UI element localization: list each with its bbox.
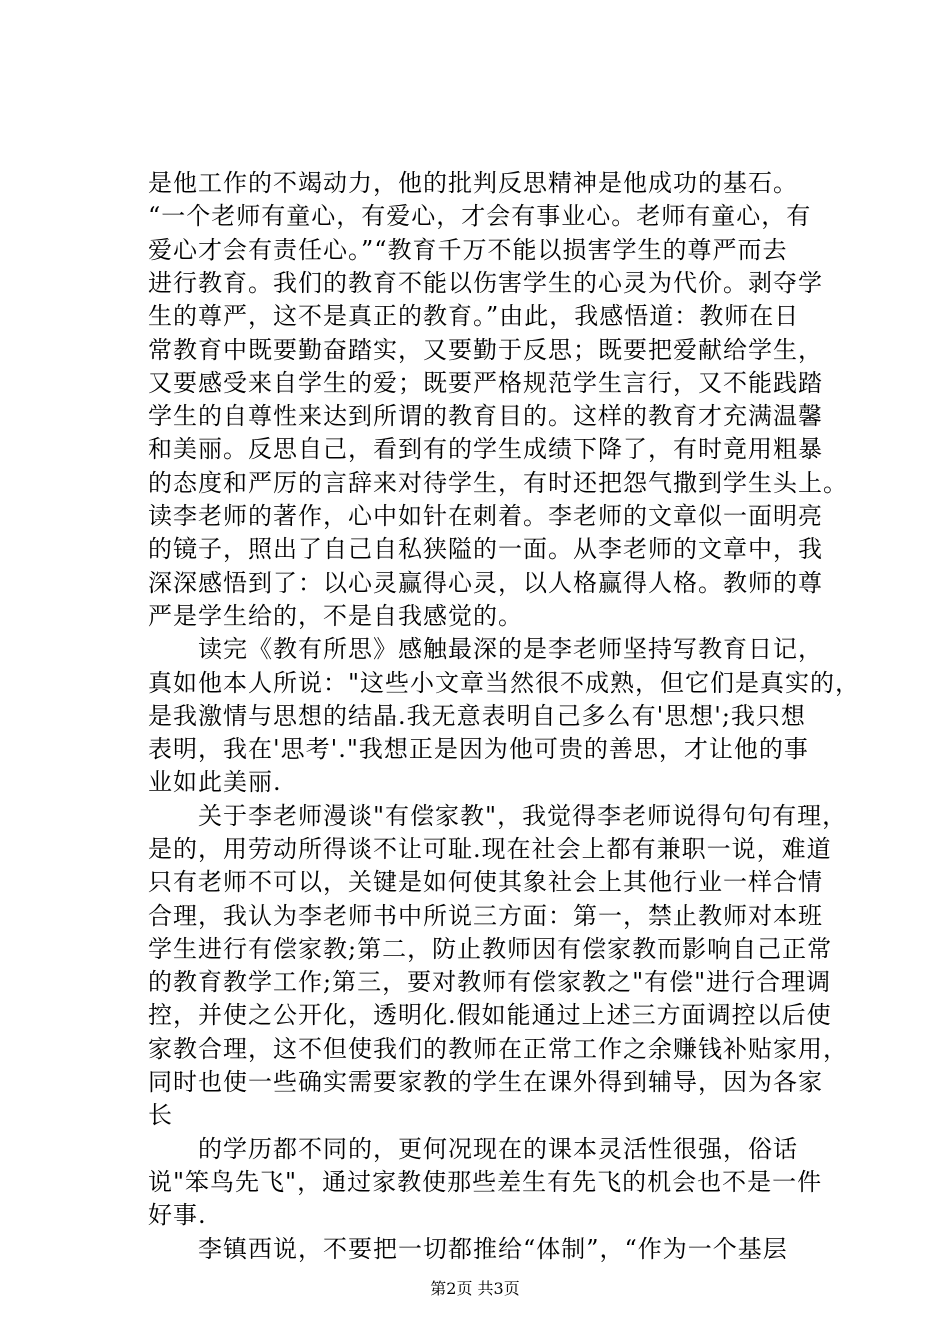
text-line: 又要感受来自学生的爱；既要严格规范学生言行，又不能践踏 <box>148 369 823 397</box>
text-line: 长 <box>148 1101 173 1129</box>
text-line: 常教育中既要勤奋踏实，又要勤于反思；既要把爱献给学生， <box>148 336 823 364</box>
text-line: “一个老师有童心，有爱心，才会有事业心。老师有童心，有 <box>148 202 812 230</box>
text-line: 的学历都不同的，更何况现在的课本灵活性很强，俗话 <box>148 1135 798 1163</box>
text-line: 表明，我在'思考'."我想正是因为他可贵的善思，才让他的事 <box>148 735 809 763</box>
page-footer: 第2页 共3页 <box>430 1279 520 1298</box>
text-line: 家教合理，这不但使我们的教师在正常工作之余赚钱补贴家用， <box>148 1035 848 1063</box>
text-line: 是的，用劳动所得谈不让可耻.现在社会上都有兼职一说，难道 <box>148 835 832 863</box>
text-line: 读李老师的著作，心中如针在刺着。李老师的文章似一面明亮 <box>148 502 823 530</box>
text-line: 生的尊严，这不是真正的教育。”由此，我感悟道：教师在日 <box>148 302 800 330</box>
text-line: 的镜子，照出了自己自私狭隘的一面。从李老师的文章中，我 <box>148 535 823 563</box>
text-line: 进行教育。我们的教育不能以伤害学生的心灵为代价。剥夺学 <box>148 269 823 297</box>
text-line: 合理，我认为李老师书中所说三方面：第一，禁止教师对本班 <box>148 902 823 930</box>
text-line: 学生进行有偿家教;第二，防止教师因有偿家教而影响自己正常 <box>148 935 833 963</box>
text-line: 真如他本人所说："这些小文章当然很不成熟，但它们是真实的， <box>148 669 861 697</box>
text-line: 严是学生给的，不是自我感觉的。 <box>148 602 523 630</box>
text-line: 爱心才会有责任心。”“教育千万不能以损害学生的尊严而去 <box>148 236 788 264</box>
text-line: 是我激情与思想的结晶.我无意表明自己多么有'思想';我只想 <box>148 702 806 730</box>
text-line: 控，并使之公开化，透明化.假如能通过上述三方面调控以后使 <box>148 1001 832 1029</box>
text-line: 深深感悟到了：以心灵赢得心灵，以人格赢得人格。教师的尊 <box>148 569 823 597</box>
text-line: 好事. <box>148 1201 207 1229</box>
text-line: 的教育教学工作;第三，要对教师有偿家教之"有偿"进行合理调 <box>148 968 832 996</box>
text-line: 只有老师不可以，关键是如何使其象社会上其他行业一样合情 <box>148 868 823 896</box>
text-line: 李镇西说，不要把一切都推给“体制”，“作为一个基层 <box>148 1235 788 1263</box>
text-line: 业如此美丽. <box>148 768 282 796</box>
text-line: 的态度和严厉的言辞来对待学生，有时还把怨气撒到学生头上。 <box>148 469 848 497</box>
text-line: 关于李老师漫谈"有偿家教"，我觉得李老师说得句句有理， <box>148 802 848 830</box>
text-line: 是他工作的不竭动力，他的批判反思精神是他成功的基石。 <box>148 169 798 197</box>
text-line: 同时也使一些确实需要家教的学生在课外得到辅导，因为各家 <box>148 1068 823 1096</box>
text-line: 说"笨鸟先飞"，通过家教使那些差生有先飞的机会也不是一件 <box>148 1168 823 1196</box>
text-line: 学生的自尊性来达到所谓的教育目的。这样的教育才充满温馨 <box>148 402 823 430</box>
text-line: 读完《教有所思》感触最深的是李老师坚持写教育日记， <box>148 635 823 663</box>
text-line: 和美丽。反思自己，看到有的学生成绩下降了，有时竟用粗暴 <box>148 435 823 463</box>
